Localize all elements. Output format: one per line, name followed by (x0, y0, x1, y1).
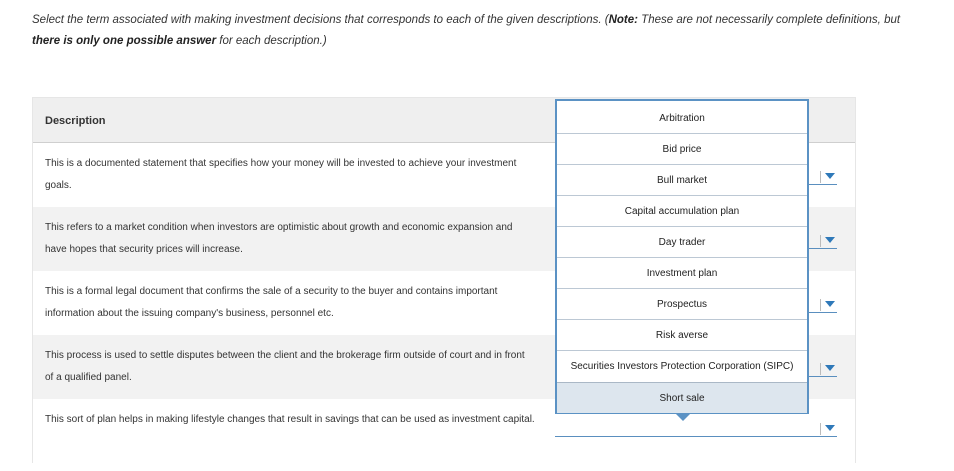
dropdown-options-list (555, 99, 809, 414)
instructions (32, 10, 912, 52)
option-day-trader[interactable]: Day trader (557, 227, 807, 258)
option-bull-market[interactable]: Bull market (557, 165, 807, 196)
option-prospectus[interactable]: Prospectus (557, 289, 807, 320)
row-description: This refers to a market condition when investors are optimistic about growth and economic expansion and have hopes that security prices will increase. (45, 222, 513, 255)
answer-dropdown-open[interactable] (555, 422, 837, 437)
option-bid-price[interactable]: Bid price (557, 134, 807, 165)
instructions-part3: for each description.) (216, 35, 327, 47)
option-short-sale[interactable]: Short sale (557, 382, 807, 413)
dropdown-separator (820, 423, 821, 435)
description-header: Description (45, 115, 106, 127)
instructions-emphasis: there is only one possible answer (32, 35, 217, 47)
row-description: This is a formal legal document that confirms the sale of a security to the buyer and contains important information about the issuing company's business, personnel etc. (45, 286, 498, 319)
dropdown-arrow-icon[interactable] (825, 425, 835, 431)
option-arbitration[interactable]: Arbitration (557, 103, 807, 134)
option-risk-averse[interactable]: Risk averse (557, 320, 807, 351)
popup-pointer-icon (676, 414, 690, 421)
dropdown-arrow-icon[interactable] (825, 301, 835, 307)
option-investment-plan[interactable]: Investment plan (557, 258, 807, 289)
dropdown-arrow-icon[interactable] (825, 237, 835, 243)
option-sipc[interactable]: Securities Investors Protection Corporation (SIPC) (570, 361, 794, 372)
dropdown-separator (820, 299, 821, 311)
dropdown-separator (820, 171, 821, 183)
instructions-part2: These are not necessarily complete definitions, but (637, 14, 901, 26)
row-description: This process is used to settle disputes between the client and the brokerage firm outside of court and in front of a qualified panel. (45, 350, 525, 383)
dropdown-arrow-icon[interactable] (825, 365, 835, 371)
dropdown-separator (820, 363, 821, 375)
row-description: This is a documented statement that specifies how your money will be invested to achieve your investment goals. (45, 158, 517, 191)
dropdown-arrow-icon[interactable] (825, 173, 835, 179)
note-label: Note: (608, 14, 638, 26)
instructions-part1: Select the term associated with making investment decisions that corresponds to each of the given descriptions. ( (32, 14, 609, 26)
option-capital-accumulation-plan[interactable]: Capital accumulation plan (557, 196, 807, 227)
row-description: This sort of plan helps in making lifestyle changes that result in savings that can be used as investment capital. (45, 414, 535, 425)
dropdown-separator (820, 235, 821, 247)
